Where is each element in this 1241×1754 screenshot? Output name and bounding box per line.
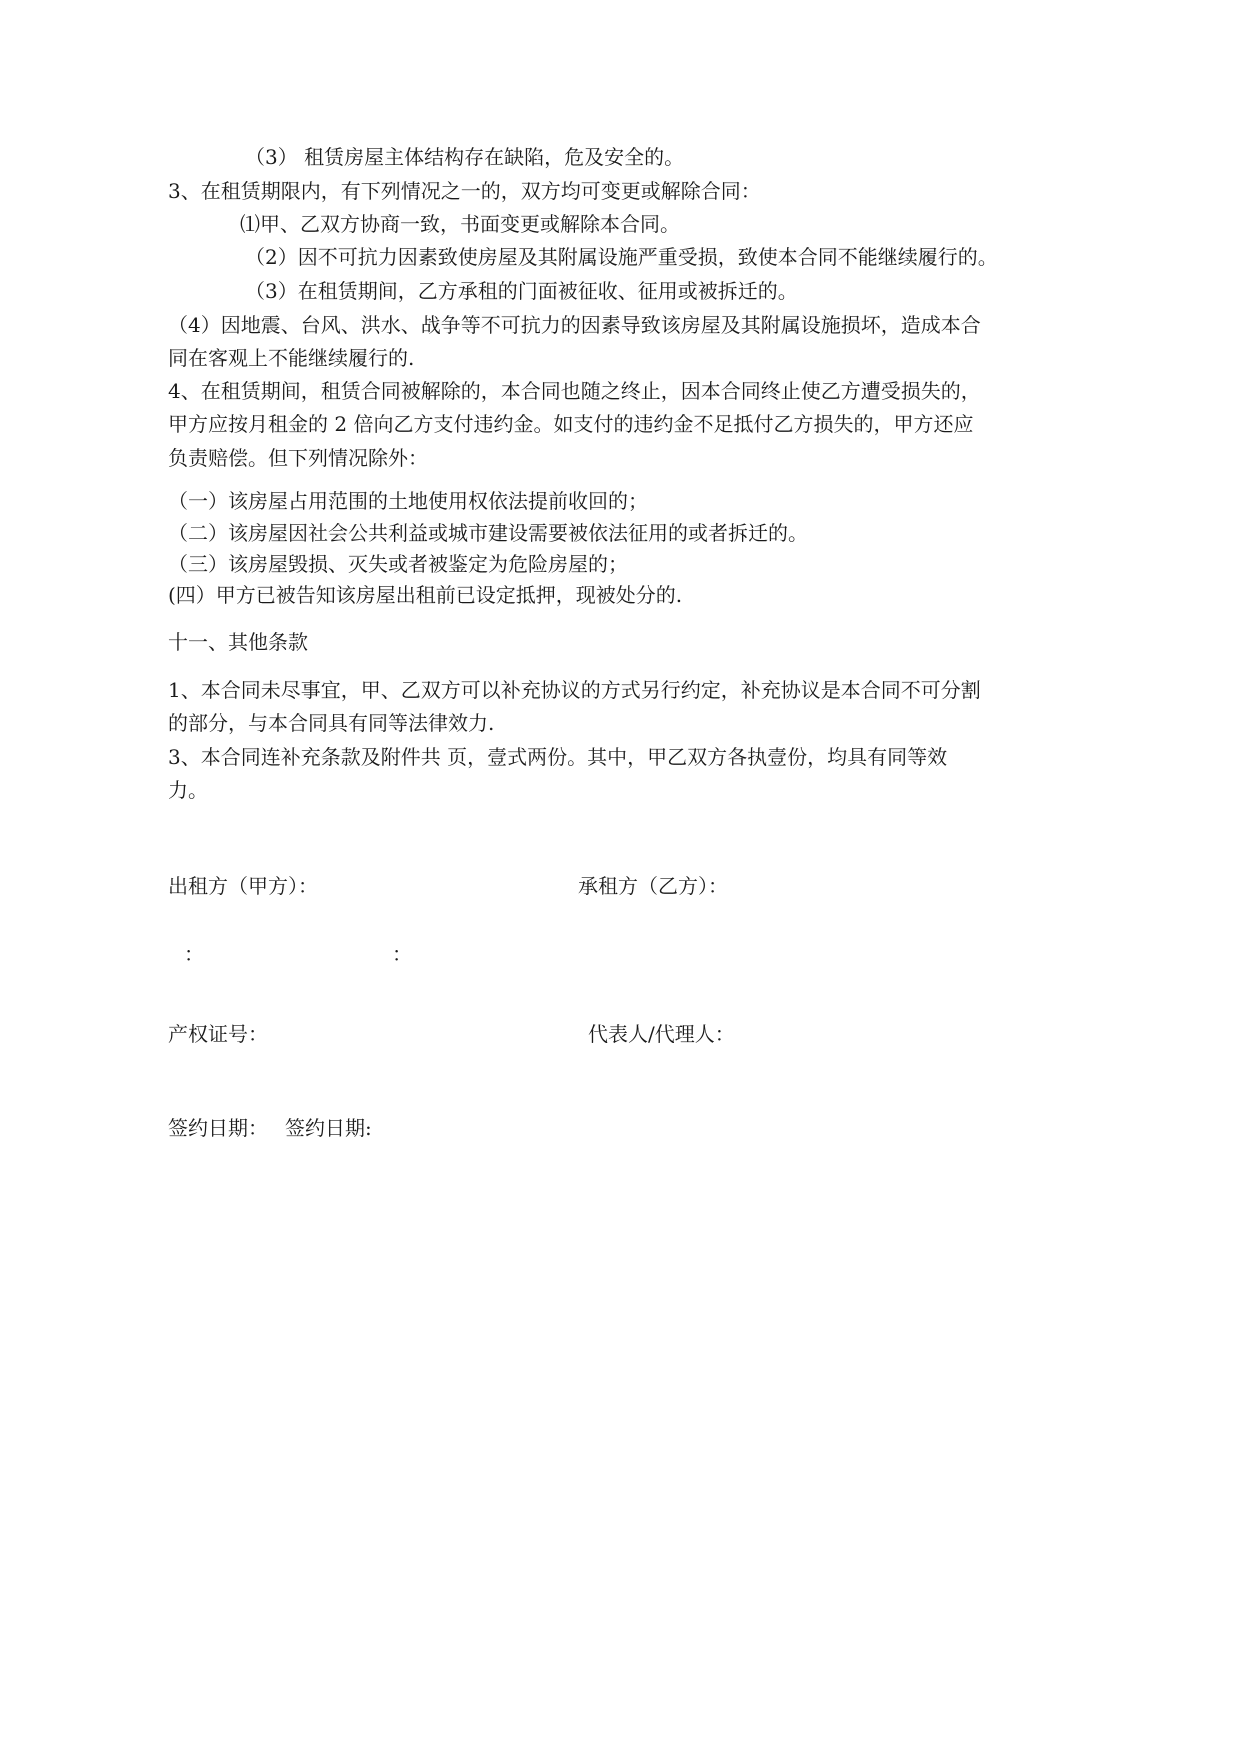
lessee-label: 承租方（乙方）： — [578, 874, 728, 898]
clause-line: （2）因不可抗力因素致使房屋及其附属设施严重受损，致使本合同不能继续履行的。 — [245, 245, 998, 269]
clause-line: 1、本合同未尽事宜，甲、乙双方可以补充协议的方式另行约定，补充协议是本合同不可分割 — [168, 678, 981, 702]
clause-line: （二）该房屋因社会公共利益或城市建设需要被依法征用的或者拆迁的。 — [168, 521, 808, 545]
clause-line: （三）该房屋毁损、灭失或者被鉴定为危险房屋的； — [168, 552, 628, 576]
colon-left: ： — [184, 942, 204, 966]
colon-right: ： — [392, 942, 412, 966]
lessor-label: 出租方（甲方）： — [168, 874, 318, 898]
clause-line: （4）因地震、台风、洪水、战争等不可抗力的因素导致该房屋及其附属设施损坏，造成本合 — [168, 313, 981, 337]
clause-line: 负责赔偿。但下列情况除外： — [168, 446, 428, 470]
clause-line: 3、本合同连补充条款及附件共 页，壹式两份。其中，甲乙双方各执壹份，均具有同等效 — [168, 745, 948, 769]
clause-line: 甲方应按月租金的 2 倍向乙方支付违约金。如支付的违约金不足抵付乙方损失的，甲方还应 — [168, 412, 974, 436]
clause-line: 4、在租赁期间，租赁合同被解除的，本合同也随之终止，因本合同终止使乙方遭受损失的， — [168, 379, 981, 403]
sign-date-left: 签约日期： — [168, 1116, 268, 1140]
clause-line: ⑴甲、乙双方协商一致，书面变更或解除本合同。 — [240, 212, 680, 236]
section-heading: 十一、其他条款 — [168, 630, 308, 654]
clause-line: 的部分，与本合同具有同等法律效力. — [168, 711, 495, 735]
clause-line: （3）在租赁期间，乙方承租的门面被征收、征用或被拆迁的。 — [245, 279, 798, 303]
clause-line: 力。 — [168, 778, 208, 802]
representative-label: 代表人/代理人： — [588, 1022, 735, 1046]
clause-line: （3） 租赁房屋主体结构存在缺陷，危及安全的。 — [245, 145, 685, 169]
clause-line: （一）该房屋占用范围的土地使用权依法提前收回的； — [168, 489, 648, 513]
clause-line: 同在客观上不能继续履行的. — [168, 346, 415, 370]
clause-line: (四）甲方已被告知该房屋出租前已设定抵押，现被处分的. — [168, 583, 683, 607]
property-cert-label: 产权证号： — [168, 1022, 268, 1046]
clause-line: 3、在租赁期限内，有下列情况之一的，双方均可变更或解除合同： — [168, 179, 761, 203]
sign-date-right: 签约日期: — [285, 1116, 372, 1140]
